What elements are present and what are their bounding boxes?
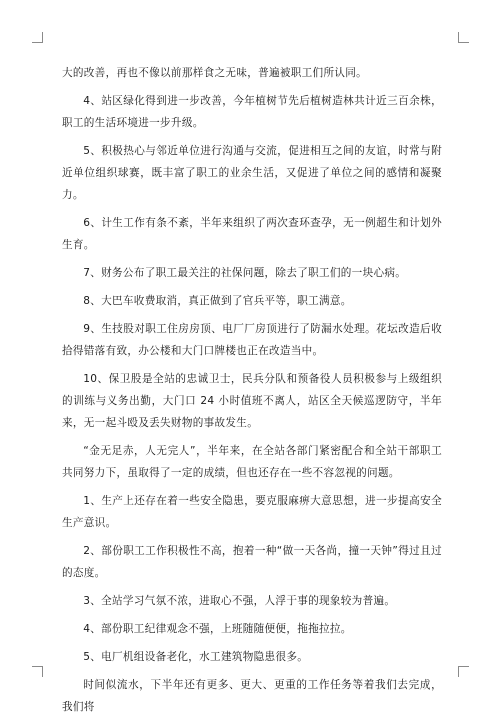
paragraph: 4、部份职工纪律观念不强，上班随随便便，拖拖拉拉。 [83,623,352,635]
crop-mark-bottom-left [32,666,43,677]
paragraph: 大的改善，再也不像以前那样食之无味，普遍被职工们所认同。 [62,67,368,79]
paragraph: “金无足赤，人无完人”，半年来，在全站各部门紧密配合和全站干部职工共同努力下，虽取得了一定的成绩，但也还存在一些不容忽视的问题。 [62,445,442,479]
paragraph: 9、生技股对职工住房房顶、电厂厂房顶进行了防漏水处理。花坛改造后收拾得错落有致，办公楼和大门口牌楼也正在改造当中。 [62,323,442,357]
paragraph: 10、保卫股是全站的忠诚卫士，民兵分队和预备役人员积极参与上级组织的训练与义务出勤，大门口 24 小时值班不离人，站区全天候巡逻防守，半年来，无一起斗殴及丢失财物的事故发生。 [62,373,442,429]
paragraph: 6、计生工作有条不紊，半年来组织了两次查环查孕，无一例超生和计划外生育。 [62,217,442,251]
paragraph: 5、积极热心与邻近单位进行沟通与交流，促进相互之间的友谊，时常与附近单位组织球赛，既丰富了职工的业余生活，又促进了单位之间的感情和凝聚力。 [62,145,442,201]
document-body [62,62,442,724]
paragraph: 时间似流水，下半年还有更多、更大、更重的工作任务等着我们去完成，我们将 [62,679,442,713]
paragraph: 4、站区绿化得到进一步改善，今年植树节先后植树造林共计近三百余株，职工的生活环境进一步升级。 [62,95,442,129]
crop-mark-top-right [458,32,469,43]
paragraph: 1、生产上还存在着一些安全隐患，要克服麻痹大意思想，进一步提高安全生产意识。 [62,495,442,529]
crop-mark-top-left [32,32,43,43]
paragraph: 8、大巴车收费取消，真正做到了官兵平等，职工满意。 [83,295,352,307]
paragraph: 3、全站学习气氛不浓，进取心不强，人浮于事的现象较为普遍。 [83,595,396,607]
paragraph: 5、电厂机组设备老化，水工建筑物隐患很多。 [83,651,309,663]
paragraph: 2、部份职工工作积极性不高，抱着一种“做一天各尚，撞一天钟”得过且过的态度。 [62,545,442,579]
crop-mark-bottom-right [458,666,469,677]
paragraph: 7、财务公布了职工最关注的社保问题，除去了职工们的一块心病。 [83,267,407,279]
